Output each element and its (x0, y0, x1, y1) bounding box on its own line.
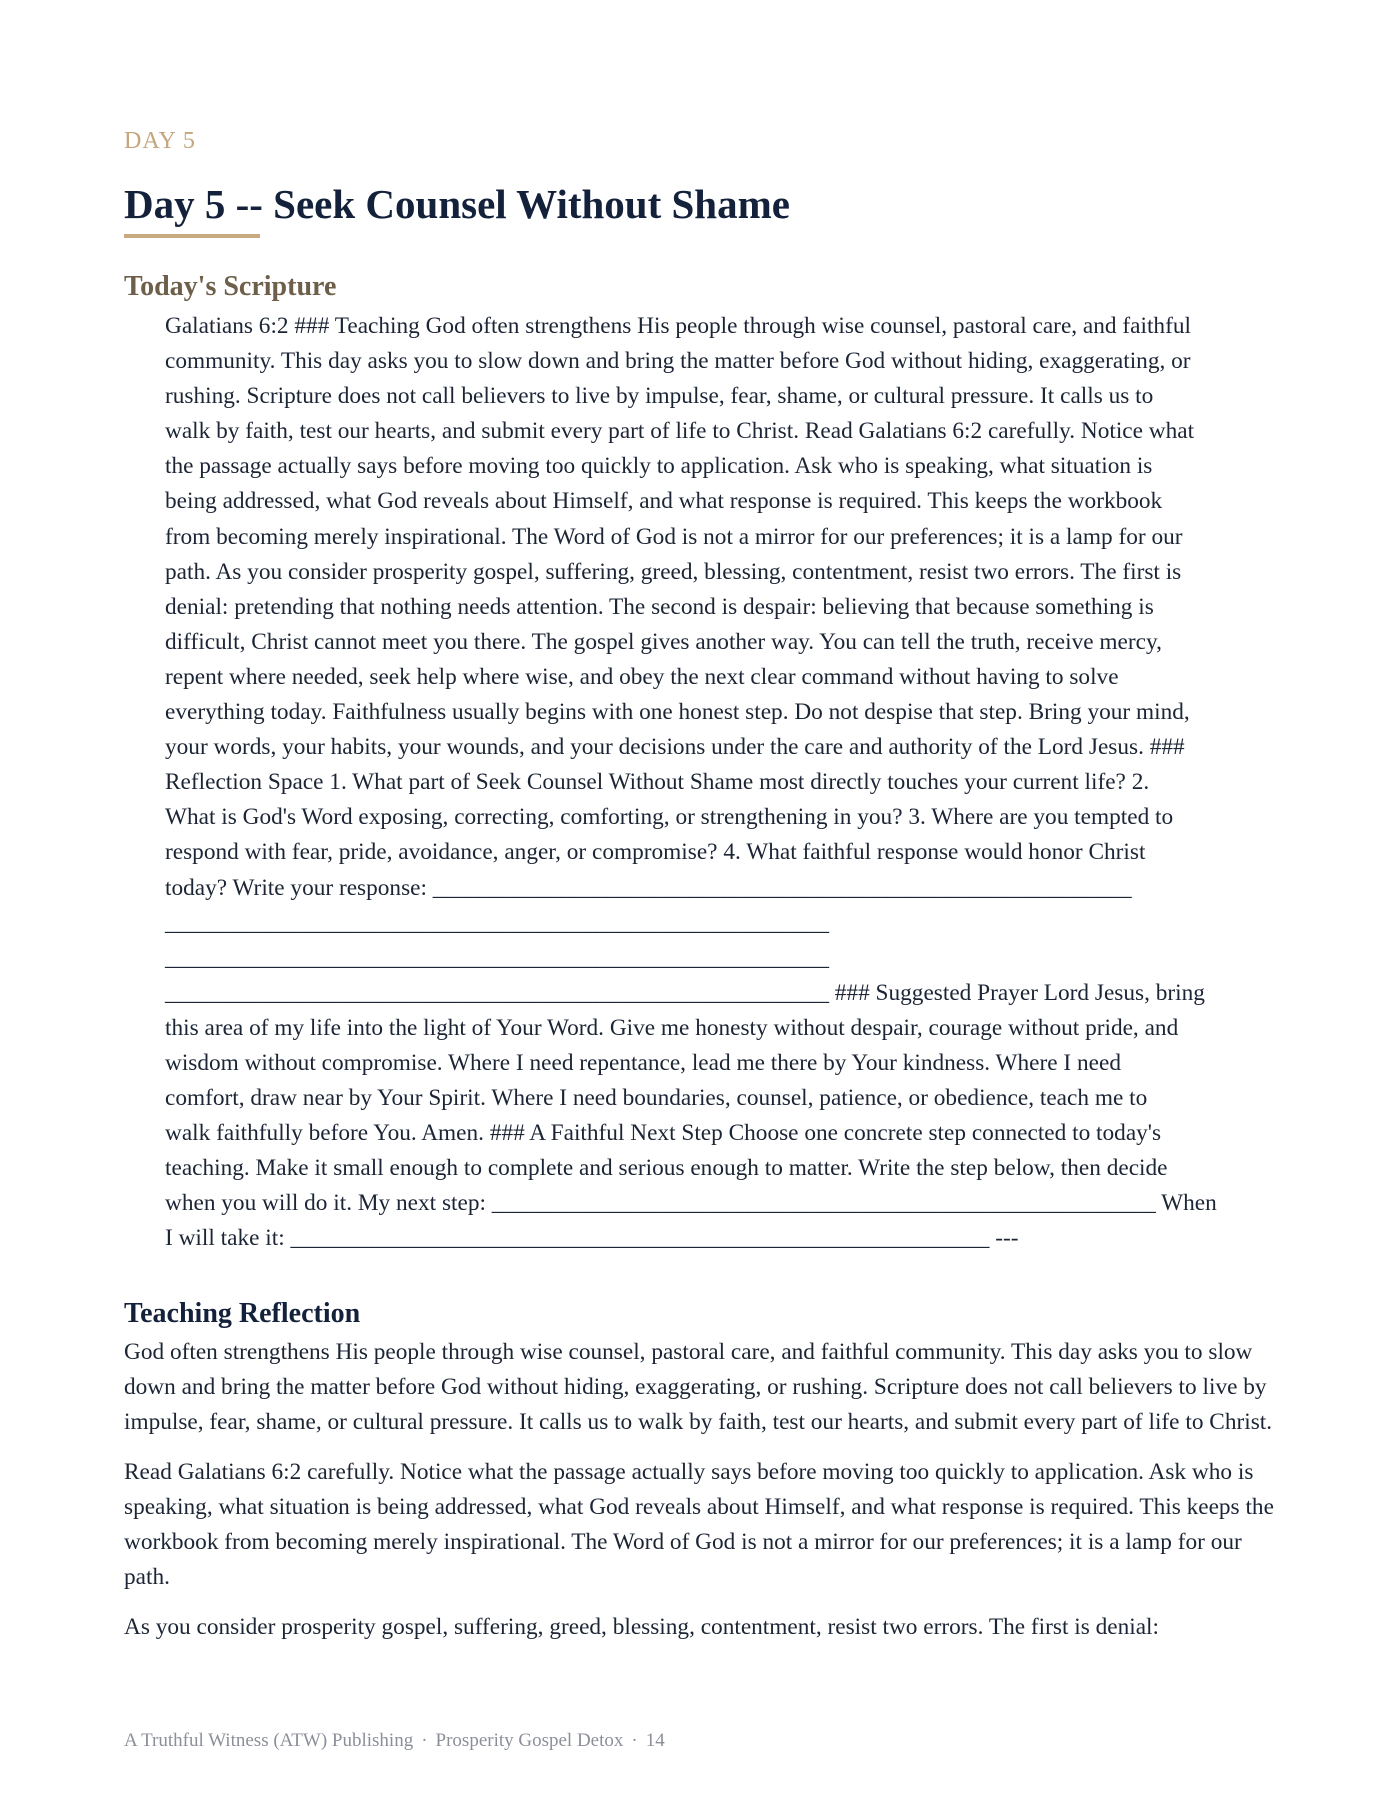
scripture-line: this area of my life into the light of Your Word. Give me honesty without despair, courage without pride, and (165, 1014, 1179, 1041)
scripture-line: Galatians 6:2 ### Teaching God often strengthens His people through wise counsel, pastoral care, and faithful (165, 313, 1191, 339)
page-footer (124, 1730, 665, 1752)
scripture-line: respond with fear, pride, avoidance, anger, or compromise? 4. What faithful response would honor Christ (165, 839, 1146, 866)
scripture-line: everything today. Faithfulness usually begins with one honest step. Do not despise that step. Bring your mind, (165, 699, 1190, 726)
page-title: Day 5 -- Seek Counsel Without Shame (124, 181, 790, 227)
scripture-line: walk by faith, test our hearts, and submit every part of life to Christ. Read Galatians 6:2 carefully. Notice what (165, 418, 1195, 445)
prayer-start-line: _________________________________________________________ ### Suggested Prayer Lord Jesus, bring (165, 979, 1205, 1006)
scripture-line: path. As you consider prosperity gospel, suffering, greed, blessing, contentment, resist two errors. The first is (165, 558, 1182, 585)
response-prompt-line: today? Write your response: ____________________________________________________________ (165, 874, 1132, 901)
scripture-line: What is God's Word exposing, correcting, comforting, or strengthening in you? 3. Where are you tempted to (165, 804, 1174, 831)
scripture-line: difficult, Christ cannot meet you there. The gospel gives another way. You can tell the truth, receive mercy, (165, 628, 1162, 655)
footer-publisher: A Truthful Witness (ATW) Publishing (124, 1730, 414, 1751)
scripture-line: your words, your habits, your wounds, and your decisions under the care and authority of the Lord Jesus. ### (165, 734, 1185, 761)
scripture-line: comfort, draw near by Your Spirit. Where I need boundaries, counsel, patience, or obedience, teach me to (165, 1085, 1148, 1112)
footer-separator: · (631, 1730, 638, 1751)
footer-separator: · (421, 1730, 428, 1751)
scripture-line: rushing. Scripture does not call believers to live by impulse, fear, shame, or cultural pressure. It calls us to (165, 383, 1154, 410)
scripture-line: denial: pretending that nothing needs attention. The second is despair: believing that because something is (165, 593, 1154, 620)
scripture-heading: Today's Scripture (124, 271, 337, 302)
next-step-line: when you will do it. My next step: _________________________________________________________ When (165, 1190, 1217, 1217)
teaching-reflection-body (124, 1335, 1276, 1660)
response-blank-line: _________________________________________________________ (165, 944, 829, 971)
scripture-line: Reflection Space 1. What part of Seek Counsel Without Shame most directly touches your current life? 2. (165, 769, 1150, 796)
reflection-paragraph: God often strengthens His people through wise counsel, pastoral care, and faithful community. This day asks you to slow down and bring the matter before God without hiding, exaggerating, or rushing. Scripture does not call believers to live by impulse, fear, shame, or cultural pressure. It calls us to walk by faith, test our hearts, and submit every part of life to Christ. (124, 1339, 1273, 1435)
when-line: I will take it: ____________________________________________________________ --- (165, 1225, 1019, 1252)
scripture-block (165, 309, 1277, 1257)
scripture-line: teaching. Make it small enough to complete and serious enough to matter. Write the step below, then decide (165, 1155, 1168, 1182)
response-blank-line: _________________________________________________________ (165, 909, 829, 936)
scripture-line: from becoming merely inspirational. The Word of God is not a mirror for our preferences; it is a lamp for our (165, 523, 1183, 550)
scripture-line: wisdom without compromise. Where I need repentance, lead me there by Your kindness. Where I need (165, 1049, 1121, 1076)
reflection-paragraph: As you consider prosperity gospel, suffering, greed, blessing, contentment, resist two errors. The first is denial: (124, 1614, 1159, 1640)
title-underline (124, 234, 260, 238)
scripture-line: being addressed, what God reveals about Himself, and what response is required. This keeps the workbook (165, 488, 1163, 515)
day-label: DAY 5 (124, 128, 196, 154)
footer-book-title: Prosperity Gospel Detox (435, 1730, 624, 1751)
reflection-paragraph: Read Galatians 6:2 carefully. Notice what the passage actually says before moving too quickly to application. Ask who is speaking, what situation is being addressed, what God reveals about Himself, and what response is required. This keeps the workbook from becoming merely inspirational. The Word of God is not a mirror for our preferences; it is a lamp for our path. (124, 1459, 1274, 1590)
scripture-line: repent where needed, seek help where wise, and obey the next clear command without having to solve (165, 663, 1119, 690)
scripture-line: the passage actually says before moving too quickly to application. Ask who is speaking, what situation is (165, 453, 1153, 480)
scripture-line: walk faithfully before You. Amen. ### A Faithful Next Step Choose one concrete step connected to today's (165, 1120, 1162, 1147)
teaching-reflection-heading: Teaching Reflection (124, 1298, 361, 1329)
scripture-line: community. This day asks you to slow down and bring the matter before God without hiding, exaggerating, or (165, 348, 1191, 375)
footer-page-number: 14 (645, 1730, 665, 1751)
